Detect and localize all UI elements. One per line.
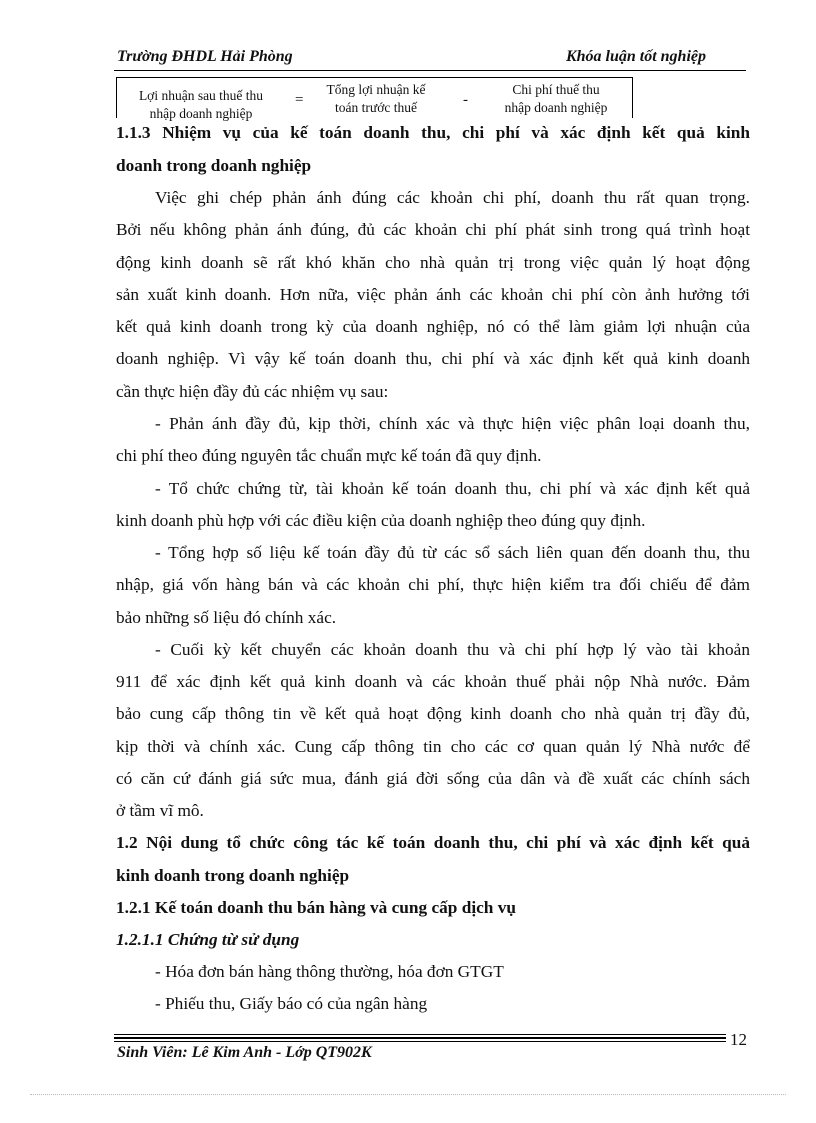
paragraph-line: kết quả kinh doanh trong kỳ của doanh nghiệp, nó có thể làm giảm lợi nhuận của <box>116 317 750 336</box>
bullet-line: kịp thời và chính xác. Cung cấp thông tin cho các cơ quan quản lý Nhà nước để <box>116 737 750 756</box>
formula-equals: = <box>295 92 304 108</box>
bullet-line: - Tổng hợp số liệu kế toán đầy đủ từ các sổ sách liên quan đến doanh thu, thu <box>155 543 750 562</box>
bullet-line: bảo những số liệu đó chính xác. <box>116 608 337 627</box>
formula-term-pretax-profit: Tổng lợi nhuận kế toán trước thuế <box>326 82 426 115</box>
bullet-line: - Tổ chức chứng từ, tài khoản kế toán doanh thu, chi phí và xác định kết quả <box>155 479 750 498</box>
paragraph-line: doanh nghiệp. Vì vậy kế toán doanh thu, chi phí và xác định kết quả kinh doanh <box>116 349 750 368</box>
heading-1-2-1: 1.2.1 Kế toán doanh thu bán hàng và cung cấp dịch vụ <box>116 898 516 917</box>
heading-1-2: 1.2 Nội dung tổ chức công tác kế toán doanh thu, chi phí và xác định kết quả <box>116 833 750 852</box>
footer-divider <box>114 1034 726 1035</box>
header-school: Trường ĐHDL Hải Phòng <box>117 48 293 65</box>
formula-term-net-profit: Lợi nhuận sau thuế thu nhập doanh nghiệp <box>138 88 264 121</box>
formula-term-tax-expense: Chi phí thuế thu nhập doanh nghiệp <box>504 82 608 115</box>
bullet-line: 911 để xác định kết quả kinh doanh và các khoản thuế phải nộp Nhà nước. Đảm <box>116 672 750 691</box>
paragraph-line: cần thực hiện đầy đủ các nhiệm vụ sau: <box>116 382 389 401</box>
paragraph-line: động kinh doanh sẽ rất khó khăn cho nhà quản trị trong việc quản lý hoạt động <box>116 253 750 272</box>
bullet-line: - Phiếu thu, Giấy báo có của ngân hàng <box>155 994 428 1013</box>
page-number: 12 <box>730 1030 747 1049</box>
bullet-line: có căn cứ đánh giá sức mua, đánh giá đời sống của dân và đề xuất các chính sách <box>116 769 750 788</box>
bullet-line: chi phí theo đúng nguyên tắc chuẩn mực kế toán đã quy định. <box>116 446 542 465</box>
bullet-line: - Phản ánh đầy đủ, kịp thời, chính xác và thực hiện việc phân loại doanh thu, <box>155 414 750 433</box>
paragraph-line: Việc ghi chép phản ánh đúng các khoản chi phí, doanh thu rất quan trọng. <box>155 188 750 207</box>
footer-divider <box>114 1041 726 1042</box>
bullet-line: - Cuối kỳ kết chuyển các khoản doanh thu và chi phí hợp lý vào tài khoản <box>155 640 750 659</box>
paragraph-line: sản xuất kinh doanh. Hơn nữa, việc phản ánh các khoản chi phí còn ảnh hưởng tới <box>116 285 750 304</box>
footer-student: Sinh Viên: Lê Kim Anh - Lớp QT902K <box>117 1044 372 1061</box>
footer-divider <box>114 1037 726 1039</box>
heading-1-1-3: 1.1.3 Nhiệm vụ của kế toán doanh thu, chi phí và xác định kết quả kinh <box>116 123 750 142</box>
paragraph-line: Bởi nếu không phản ánh đúng, đủ các khoản chi phí phát sinh trong quá trình hoạt <box>116 220 750 239</box>
formula-minus: - <box>463 92 468 108</box>
formula-box <box>116 77 633 121</box>
bullet-line: nhập, giá vốn hàng bán và các khoản chi phí, thực hiện kiểm tra đối chiếu để đảm <box>116 575 750 594</box>
page-header <box>117 48 746 70</box>
bullet-line: - Hóa đơn bán hàng thông thường, hóa đơn GTGT <box>155 962 504 981</box>
heading-1-2-1-1: 1.2.1.1 Chứng từ sử dụng <box>116 930 300 949</box>
page-bottom-border <box>30 1094 786 1095</box>
bullet-line: kinh doanh phù hợp với các điều kiện của doanh nghiệp theo đúng quy định. <box>116 511 646 530</box>
header-title: Khóa luận tốt nghiệp <box>565 48 706 65</box>
bullet-line: ở tầm vĩ mô. <box>116 801 204 820</box>
header-divider <box>114 70 746 71</box>
bullet-line: bảo cung cấp thông tin về kết quả hoạt động kinh doanh cho nhà quản trị đầy đủ, <box>116 704 750 723</box>
heading-1-2-cont: kinh doanh trong doanh nghiệp <box>116 866 350 885</box>
heading-1-1-3-cont: doanh trong doanh nghiệp <box>116 156 312 175</box>
